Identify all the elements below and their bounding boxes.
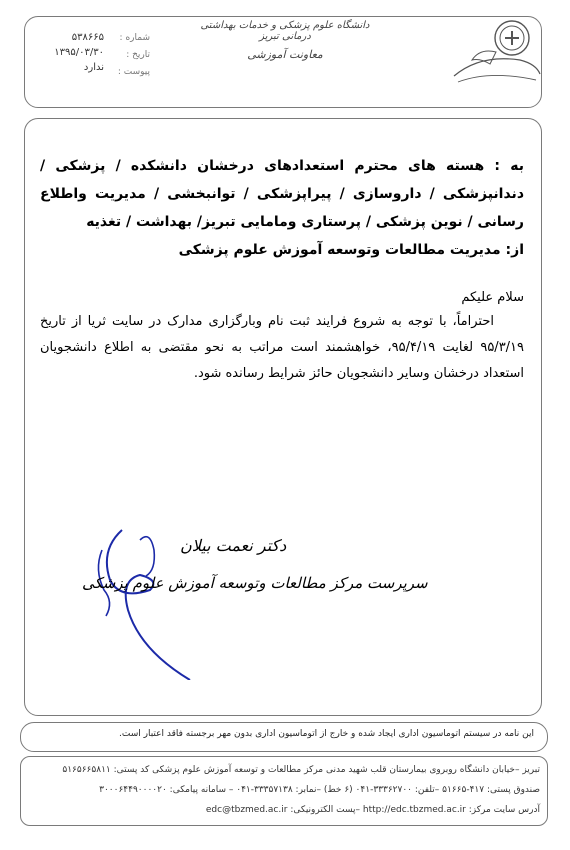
letter-number: ۵۳۸۶۶۵ (71, 32, 104, 43)
address-line-3: آدرس سایت مرکز: http://edc.tbzmed.ac.ir –پست الکترونیکی: edc@tbzmed.ac.ir (205, 805, 540, 815)
attachment-label: پیوست : (117, 67, 150, 77)
address-block (26, 760, 540, 820)
letter-date: ۱۳۹۵/۰۳/۳۰ (54, 47, 104, 58)
university-logo (450, 14, 544, 86)
date-label: تاریخ : (126, 50, 150, 60)
letter-attachment: ندارد (83, 62, 104, 73)
university-name: دانشگاه علوم پزشکی و خدمات بهداشتی درمانی تبریز (200, 20, 370, 42)
letter-paragraph: احتراماً، با توجه به شروع فرایند ثبت نام وبارگزاری مدارک در سایت ثریا از تاریخ ۹۵/۳/۱۹ لغایت ۹۵/۴/۱۹، خواهشمند است مراتب به نحو مقتضی به اطلاع دانشجویان استعداد درخشان وسایر دانشجویان حائز شرایط رسانده شود. (40, 314, 525, 381)
letter-meta-labels (110, 30, 150, 81)
address-line-1: تبریز –خیابان دانشگاه روبروی بیمارستان قلب شهید مدنی مرکز مطالعات و توسعه آموزش علوم پزشکی کد پستی: ۵۱۶۵۶۶۵۸۱۱ (62, 765, 540, 775)
recipient-line: به : هسته های محترم استعدادهای درخشان دانشکده / پزشکی / دندانپزشکی / داروسازی / پیراپزشکی / توانبخشی / مدیریت واطلاع رسانی / نوین پزشکی / پرستاری ومامایی تبریز/ بهداشت / تغذیه (40, 158, 524, 230)
address-line-2: صندوق پستی: ۴۱۷-۵۱۶۶۵ –تلفن: ۳۳۳۶۲۷۰۰-۰۴۱ (۶ خط) –نمابر: ۳۳۳۵۷۱۳۸-۰۴۱ – سامانه پیامکی: ۳۰۰۰۶۴۴۹۰۰۰۰۲۰ (99, 785, 540, 795)
automation-notice: این نامه در سیستم اتوماسیون اداری ایجاد شده و خارج از اتوماسیون اداری بدون مهر برجسته فاقد اعتبار است. (119, 729, 534, 739)
university-header (200, 20, 370, 61)
letter-content (40, 152, 524, 387)
signatory-title: سرپرست مرکز مطالعات وتوسعه آموزش علوم پزشکی (82, 574, 428, 592)
signatory-name: دکتر نعمت بیلان (180, 536, 287, 555)
sender-line: از: مدیریت مطالعات وتوسعه آموزش علوم پزشکی (178, 242, 524, 258)
number-label: شماره : (119, 33, 150, 43)
letter-meta-values (34, 30, 104, 75)
greeting: سلام علیکم (461, 290, 524, 305)
department-name: معاونت آموزشی (247, 48, 323, 61)
